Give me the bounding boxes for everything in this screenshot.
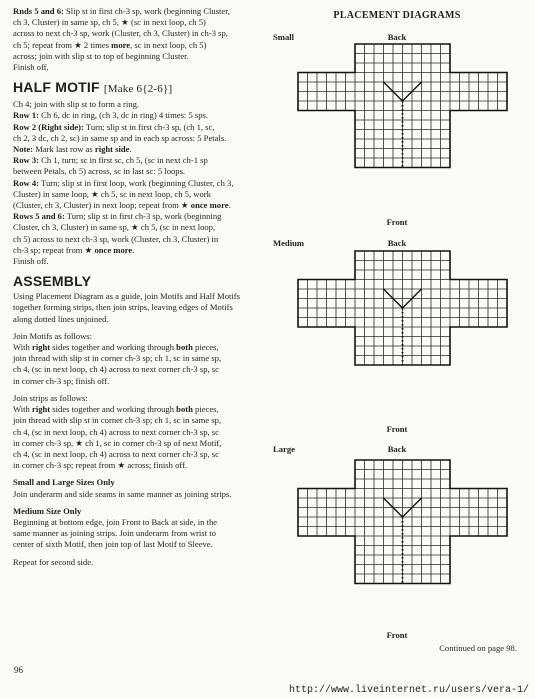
back-label-large: Back [387, 444, 407, 454]
instruction-line: in corner ch-3 sp; finish off. [13, 375, 110, 386]
rounds-line-1: Rnds 5 and 6: Slip st in first ch-3 sp, work (beginning Cluster, [13, 6, 230, 16]
instruction-line: ch 4, (sc in next loop, ch 4) across to next corner ch-3 sp, sc [13, 448, 219, 459]
size-label-small: Small [273, 32, 295, 42]
small-large-text: Join underarm and side seams in same manner as joining strips. [13, 488, 232, 499]
instruction-line: in corner ch-3 sp, ★ ch 1, sc in corner ch-3 sp of next Motif, [13, 437, 222, 448]
instruction-line: in corner ch-3 sp; repeat from ★ across; finish off. [13, 460, 188, 471]
size-label-medium: Medium [273, 238, 305, 248]
medium-heading: Medium Size Only [13, 505, 82, 516]
instruction-line: Rows 5 and 6: Turn; slip st in first ch-3 sp, work (beginning [13, 211, 222, 222]
instruction-line: Cluster) in same loop, ★ ch 5, sc in next loop, ch 5, work [13, 188, 211, 199]
instruction-line: Row 3: Ch 1, turn; sc in first sc, ch 5, (sc in next ch-1 sp [13, 155, 208, 166]
placement-diagram-medium [294, 249, 520, 425]
instruction-line: Row 2 (Right side): Turn; slip st in first ch-3 sp, (ch 1, sc, [13, 121, 215, 132]
instruction-line: together forming strips, then join strips, leaving edges of Motifs [13, 302, 233, 313]
join-strips-instructions [13, 393, 271, 471]
instruction-line: Note: Mark last row as right side. [13, 144, 132, 155]
assembly-heading: ASSEMBLY [13, 273, 92, 290]
instruction-line: Row 4: Turn; slip st in first loop, work (beginning Cluster, ch 3, [13, 177, 234, 188]
placement-diagram-small [294, 42, 520, 218]
front-label-large: Front [386, 630, 408, 640]
rounds-line-5: across; join with slip st to top of beginning Cluster. [13, 50, 189, 61]
instruction-line: Using Placement Diagram as a guide, join Motifs and Half Motifs [13, 291, 240, 302]
instruction-line: Ch 4; join with slip st to form a ring. [13, 99, 140, 110]
front-label-small: Front [386, 217, 408, 227]
instruction-line: With right sides together and working through both pieces, [13, 404, 219, 415]
medium-instructions [13, 517, 271, 551]
back-label-small: Back [387, 32, 407, 42]
back-label-medium: Back [387, 238, 407, 248]
rounds-line-6: Finish off. [13, 62, 49, 73]
instruction-line: between Petals, ch 5) across, sc in last sc: 5 loops. [13, 166, 186, 177]
instruction-line: (Cluster, ch 3, Cluster) in next loop; repeat from ★ once more. [13, 200, 231, 211]
repeat-note: Repeat for second side. [13, 556, 94, 567]
instruction-line: center of sixth Motif, then join top of last Motif to Sleeve. [13, 539, 213, 550]
half-motif-instructions [13, 99, 271, 267]
instruction-line: ch-3 sp; repeat from ★ once more. [13, 244, 135, 255]
instruction-line: Join strips as follows: [13, 392, 88, 403]
source-watermark: http://www.liveinternet.ru/users/vera-1/ [288, 685, 529, 696]
continued-note: Continued on page 98. [439, 643, 517, 653]
instruction-line: Finish off. [13, 256, 49, 267]
instruction-line: same manner as joining strips. Join underarm from wrist to [13, 528, 216, 539]
assembly-intro [13, 291, 271, 325]
small-large-heading: Small and Large Sizes Only [13, 477, 115, 488]
instruction-line: ch 2, 3 dc, ch 2, sc) in same sp and in each sp across: 5 Petals. [13, 132, 227, 143]
instruction-line: ch 4, (sc in next loop, ch 4) across to next corner ch-3 sp, sc [13, 426, 219, 437]
rounds-line-3: across to next ch-3 sp, work (Cluster, ch 3, Cluster) in ch-3 sp, [13, 28, 228, 39]
diagrams-column [272, 6, 530, 646]
instruction-line: Cluster, ch 3, Cluster) in same sp, ★ ch 5, (sc in next loop, [13, 222, 216, 233]
instruction-line: Join Motifs as follows: [13, 330, 93, 341]
instruction-line: ch 5) across to next ch-3 sp, work (Cluster, ch 3, Cluster) in [13, 233, 219, 244]
instruction-line: join thread with slip st in corner ch-3 sp; ch 1, sc in same sp, [13, 415, 222, 426]
size-label-large: Large [273, 444, 295, 454]
instruction-line: join thread with slip st in corner ch-3 sp; ch 1, sc in same sp, [13, 353, 222, 364]
instruction-line: With right sides together and working through both pieces, [13, 342, 219, 353]
instruction-line: ch 4, (sc in next loop, ch 4) across to next corner ch-3 sp, sc [13, 364, 219, 375]
half-motif-heading: HALF MOTIF [Make 6{2-6}] [13, 79, 173, 96]
front-label-medium: Front [386, 424, 408, 434]
half-motif-note: [Make 6{2-6}] [103, 83, 173, 96]
rounds-line-2: ch 3, Cluster) in same sp, ch 5, ★ (sc in next loop, ch 5) [13, 17, 206, 28]
placement-diagram-large [294, 458, 520, 634]
page-number: 96 [14, 665, 23, 675]
instructions-column [13, 6, 271, 568]
instruction-line: along dotted lines unjoined. [13, 313, 109, 324]
rounds-line-4: ch 5; repeat from ★ 2 times more, sc in next loop, ch 5) [13, 39, 207, 50]
placement-diagrams-title: PLACEMENT DIAGRAMS [333, 10, 461, 21]
instruction-line: Row 1: Ch 6, dc in ring, (ch 3, dc in ring) 4 times: 5 sps. [13, 110, 209, 121]
instruction-line: Beginning at bottom edge, join Front to Back at side, in the [13, 516, 218, 527]
join-motifs-instructions [13, 331, 271, 387]
